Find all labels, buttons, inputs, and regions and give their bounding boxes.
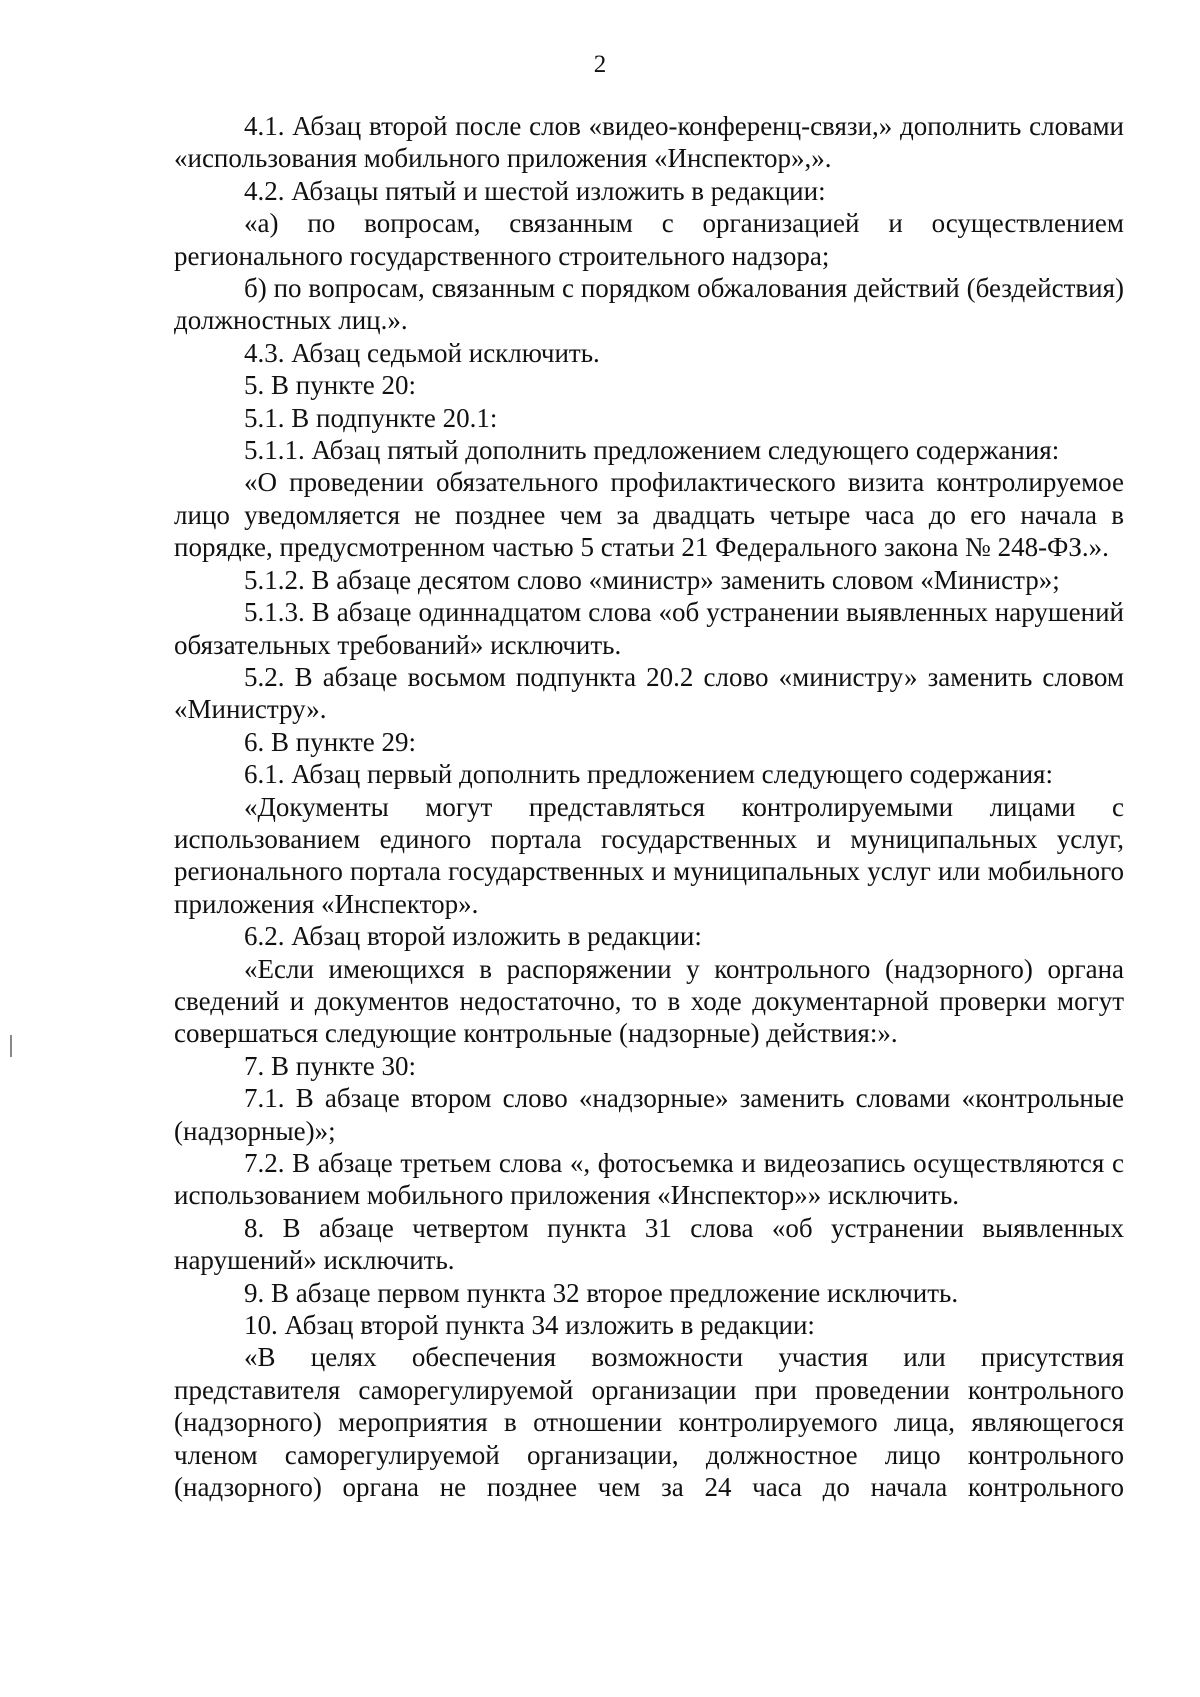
page-number: 2 xyxy=(593,51,607,78)
paragraph-10-quote: «В целях обеспечения возможности участия или присутствия представителя саморегулируемой организации при проведении контрольного (надзорного) мероприятия в отношении контролируемого лица, являющегося членом саморегулируемой организации, должностное лицо контрольного (надзорного) органа не позднее чем за 24 часа до начала контрольного xyxy=(174,1342,1124,1503)
paragraph-4-1: 4.1. Абзац второй после слов «видео-конференц-связи,» дополнить словами «использования мобильного приложения «Инспектор»,». xyxy=(174,111,1124,174)
paragraph-7: 7. В пункте 30: xyxy=(244,1050,416,1081)
paragraph-5-1-2: 5.1.2. В абзаце десятом слово «министр» заменить словом «Министр»; xyxy=(244,564,1060,595)
paragraph-9: 9. В абзаце первом пункта 32 второе предложение исключить. xyxy=(244,1277,959,1308)
paragraph-6: 6. В пункте 29: xyxy=(244,726,416,757)
paragraph-7-1: 7.1. В абзаце втором слово «надзорные» заменить словами «контрольные (надзорные)»; xyxy=(174,1083,1124,1146)
paragraph-7-2: 7.2. В абзаце третьем слова «, фотосъемка и видеозапись осуществляются с использованием мобильного приложения «Инспектор»» исключить. xyxy=(174,1148,1124,1211)
paragraph-4-2: 4.2. Абзацы пятый и шестой изложить в редакции: xyxy=(244,175,826,206)
paragraph-5: 5. В пункте 20: xyxy=(244,370,416,401)
paragraph-5-2: 5.2. В абзаце восьмом подпункта 20.2 слово «министру» заменить словом «Министру». xyxy=(174,661,1124,725)
paragraph-4-3: 4.3. Абзац седьмой исключить. xyxy=(244,337,600,368)
paragraph-8: 8. В абзаце четвертом пункта 31 слова «об устранении выявленных нарушений» исключить. xyxy=(174,1212,1124,1276)
paragraph-4-2-b: б) по вопросам, связанным с порядком обжалования действий (бездействия) должностных лиц.». xyxy=(174,273,1124,336)
paragraph-6-2: 6.2. Абзац второй изложить в редакции: xyxy=(244,921,702,952)
document-body xyxy=(174,110,1124,1503)
paragraph-5-1-3: 5.1.3. В абзаце одиннадцатом слова «об устранении выявленных нарушений обязательных требований» исключить. xyxy=(174,597,1124,660)
paragraph-5-1-1: 5.1.1. Абзац пятый дополнить предложением следующего содержания: xyxy=(244,435,1060,466)
paragraph-6-1: 6.1. Абзац первый дополнить предложением следующего содержания: xyxy=(244,759,1053,790)
paragraph-10: 10. Абзац второй пункта 34 изложить в редакции: xyxy=(244,1310,815,1341)
paragraph-5-1-1-quote: «О проведении обязательного профилактического визита контролируемое лицо уведомляется не позднее чем за двадцать четыре часа до его начала в порядке, предусмотренном частью 5 статьи 21 Федерального закона № 248-ФЗ.». xyxy=(174,467,1124,563)
paragraph-6-1-quote: «Документы могут представляться контролируемыми лицами с использованием единого портала государственных и муниципальных услуг, регионального портала государственных и муниципальных услуг или мобильного приложения «Инспектор». xyxy=(174,791,1124,919)
paragraph-6-2-quote: «Если имеющихся в распоряжении у контрольного (надзорного) органа сведений и документов недостаточно, то в ходе документарной проверки могут совершаться следующие контрольные (надзорные) действия:». xyxy=(174,953,1124,1049)
paragraph-4-2-a: «а) по вопросам, связанным с организацией и осуществлением регионального государственного строительного надзора; xyxy=(174,208,1124,271)
paragraph-5-1: 5.1. В подпункте 20.1: xyxy=(244,402,498,433)
margin-mark xyxy=(10,1035,12,1057)
